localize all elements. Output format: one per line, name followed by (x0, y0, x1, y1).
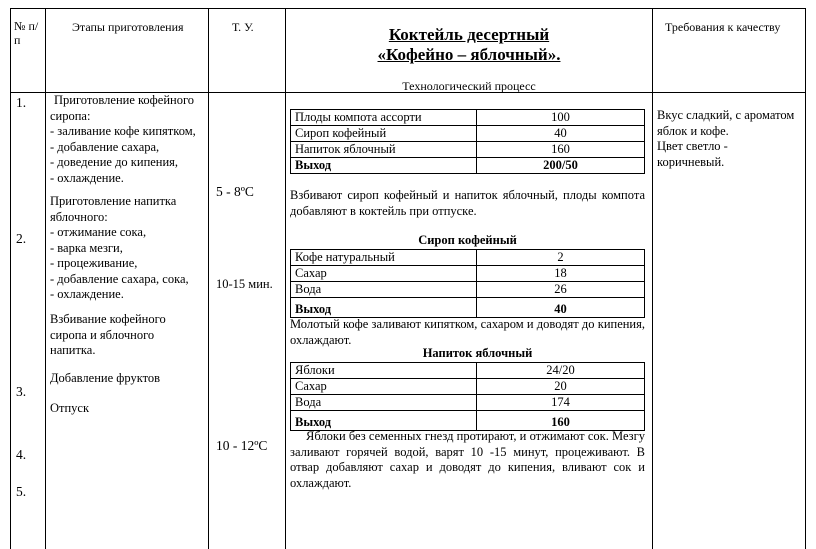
ingredient-amount: 174 (477, 395, 645, 411)
table-row (291, 110, 645, 126)
ingredient-amount: 40 (477, 126, 645, 142)
table-row (291, 379, 645, 395)
apple-recipe-table (290, 362, 645, 431)
quality-line: яблок и кофе. (657, 123, 729, 138)
num-column-header (14, 19, 42, 47)
stage-line: сиропа и яблочного (50, 327, 155, 342)
ingredient-amount: 160 (477, 142, 645, 158)
temp-value: 5 - 8ºС (216, 184, 254, 199)
row-number: 2. (16, 231, 27, 246)
stage-line: - доведение до кипения, (50, 155, 179, 169)
num-column-label: № п/п (14, 19, 39, 47)
grid-line (10, 8, 806, 9)
stage-line: - заливание кофе кипятком, (50, 124, 196, 138)
syrup-process-text: Молотый кофе заливают кипятком, сахаром и доводят до кипения, охлаждают. (290, 317, 645, 347)
main-recipe-table (290, 109, 645, 174)
output-label: Выход (291, 411, 477, 431)
grid-line (652, 8, 653, 549)
process-label: Технологический процесс (402, 79, 536, 93)
quality-line: коричневый. (657, 154, 725, 169)
stage-line: - охлаждение. (50, 287, 124, 301)
ingredient-name: Плоды компота ассорти (291, 110, 477, 126)
ingredient-name: Сироп кофейный (291, 126, 477, 142)
apple-drink-title: Напиток яблочный (422, 346, 533, 360)
table-row (291, 363, 645, 379)
output-row (291, 411, 645, 431)
stage-line: сиропа: (50, 108, 91, 123)
grid-line (208, 8, 209, 549)
row-number: 1. (16, 95, 27, 110)
stage-apple-drink (50, 194, 206, 303)
stage-serving: Отпуск (50, 401, 90, 415)
stage-line: яблочного: (50, 209, 108, 224)
ingredient-name: Напиток яблочный (291, 142, 477, 158)
syrup-recipe-table (290, 249, 645, 318)
output-row (291, 158, 645, 174)
dish-title-line2: «Кофейно – яблочный». (377, 45, 561, 64)
quality-line: Вкус сладкий, с ароматом (657, 108, 795, 122)
table-row (291, 266, 645, 282)
stage-line: Взбивание кофейного (50, 312, 166, 326)
ingredient-name: Сахар (291, 379, 477, 395)
stage-line: Приготовление кофейного (54, 93, 195, 107)
output-amount: 40 (477, 298, 645, 318)
stage-line: - процеживание, (50, 256, 138, 270)
ingredient-amount: 100 (477, 110, 645, 126)
quality-requirements (657, 108, 803, 170)
table-row (291, 250, 645, 266)
table-row (291, 142, 645, 158)
main-process-text: Взбивают сироп кофейный и напиток яблочный, плоды компота добавляют в коктейль при отпуске. (290, 188, 645, 218)
dish-title-line1: Коктейль десертный (388, 25, 550, 44)
ingredient-name: Кофе натуральный (291, 250, 477, 266)
ingredient-amount: 2 (477, 250, 645, 266)
apple-process-text: Яблоки без семенных гнезд протирают, и отжимают сок. Мезгу заливают горячей водой, варят 10 -15 минут, процеживают. В отвар добавляют сахар и доводят до кипения, вливают сок и охлаждают. (290, 429, 645, 490)
stage-line: напитка. (50, 343, 96, 357)
ingredient-amount: 20 (477, 379, 645, 395)
time-value: 10-15 мин. (216, 277, 273, 291)
ingredient-name: Сахар (291, 266, 477, 282)
stage-line: - добавление сахара, (50, 139, 160, 154)
stage-whipping (50, 312, 206, 359)
grid-line (45, 8, 46, 549)
syrup-title: Сироп кофейный (418, 233, 517, 247)
table-row (291, 282, 645, 298)
ingredient-name: Яблоки (291, 363, 477, 379)
output-row (291, 298, 645, 318)
temp-value: 10 - 12ºС (216, 438, 268, 453)
temp-column-header: Т. У. (232, 20, 254, 34)
stage-add-fruits: Добавление фруктов (50, 371, 161, 385)
ingredient-name: Вода (291, 395, 477, 411)
output-amount: 160 (477, 411, 645, 431)
ingredient-amount: 26 (477, 282, 645, 298)
ingredient-amount: 18 (477, 266, 645, 282)
stage-line: - добавление сахара, сока, (50, 271, 189, 286)
stage-line: - охлаждение. (50, 170, 124, 185)
stage-line: - отжимание сока, (50, 225, 147, 239)
stage-line: - варка мезги, (50, 240, 123, 255)
grid-line (10, 8, 11, 549)
quality-column-header: Требования к качеству (665, 20, 781, 34)
output-label: Выход (291, 298, 477, 318)
grid-line (805, 8, 806, 549)
row-number: 5. (16, 484, 27, 499)
output-label: Выход (291, 158, 477, 174)
output-amount: 200/50 (477, 158, 645, 174)
stages-column-header: Этапы приготовления (72, 20, 184, 34)
row-number: 4. (16, 447, 27, 462)
stage-line: Приготовление напитка (50, 194, 177, 208)
grid-line (285, 8, 286, 549)
ingredient-amount: 24/20 (477, 363, 645, 379)
ingredient-name: Вода (291, 282, 477, 298)
table-row (291, 395, 645, 411)
stage-coffee-syrup (50, 93, 206, 186)
row-number: 3. (16, 384, 27, 399)
quality-line: Цвет светло - (657, 139, 728, 153)
table-row (291, 126, 645, 142)
